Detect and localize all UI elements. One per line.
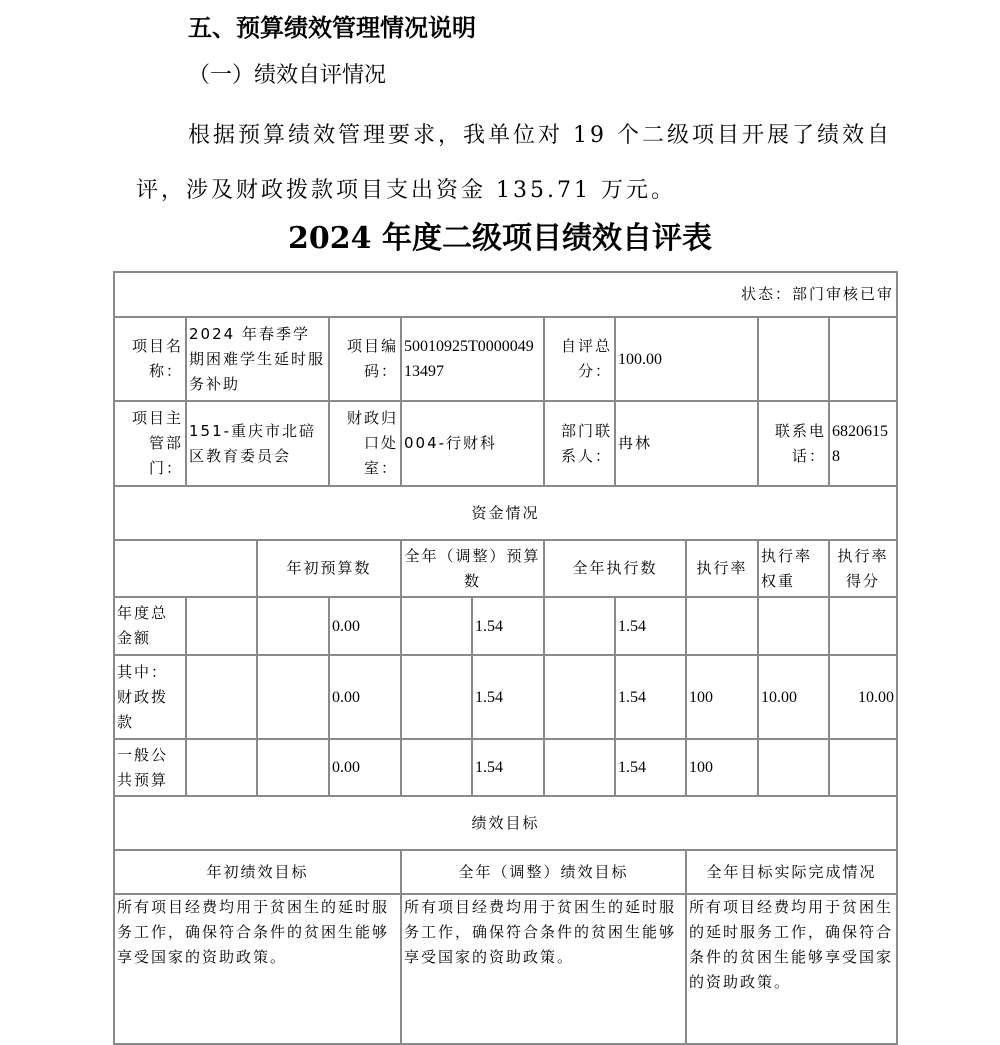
header-executed: 全年执行数 [544, 540, 686, 597]
adjusted-value: 1.54 [472, 655, 544, 739]
section-paragraph: 根据预算绩效管理要求，我单位对 19 个二级项目开展了绩效自评，涉及财政拨款项目支出资金 135.71 万元。 [136, 123, 892, 203]
row-label: 其中：财政拨款 [114, 655, 186, 739]
empty-cell [401, 597, 472, 655]
section-heading: 五、预算绩效管理情况说明 [188, 14, 476, 42]
adjusted-value: 1.54 [472, 739, 544, 796]
table-row [114, 739, 897, 796]
weight-value: 10.00 [758, 655, 829, 739]
rate-value [686, 597, 758, 655]
dept-label: 项目主管部门： [114, 401, 186, 486]
header-initial-budget: 年初预算数 [257, 540, 401, 597]
header-adjusted-budget: 全年（调整）预算数 [401, 540, 544, 597]
initial-value: 0.00 [329, 597, 401, 655]
section-subheading: （一）绩效自评情况 [188, 63, 387, 88]
header-rate: 执行率 [686, 540, 758, 597]
header-adjusted-goal: 全年（调整）绩效目标 [401, 850, 686, 894]
score-value: 100.00 [615, 317, 758, 401]
row-label: 一般公共预算 [114, 739, 186, 796]
evaluation-table [113, 271, 898, 1045]
header-weight: 执行率权重 [758, 540, 829, 597]
score-value [829, 597, 897, 655]
header-initial-goal: 年初绩效目标 [114, 850, 401, 894]
contact-value: 冉林 [615, 401, 758, 486]
initial-value: 0.00 [329, 655, 401, 739]
actual-goal-text: 所有项目经费均用于贫困生的延时服务工作，确保符合条件的贫困生能够享受国家的资助政策。 [686, 894, 897, 1044]
empty-cell [758, 317, 829, 401]
table-row [114, 655, 897, 739]
status-cell [114, 272, 897, 317]
project-code-label: 项目编码： [329, 317, 401, 401]
executed-value: 1.54 [615, 655, 686, 739]
empty-cell [114, 540, 257, 597]
empty-cell [829, 317, 897, 401]
adjusted-value: 1.54 [472, 597, 544, 655]
weight-value [758, 597, 829, 655]
executed-value: 1.54 [615, 739, 686, 796]
initial-value: 0.00 [329, 739, 401, 796]
phone-label: 联系电话： [758, 401, 829, 486]
phone-value: 68206158 [829, 401, 897, 486]
goals-section-label: 绩效目标 [114, 796, 897, 850]
dept-value: 151-重庆市北碚区教育委员会 [186, 401, 329, 486]
executed-value: 1.54 [615, 597, 686, 655]
finance-office-value: 004-行财科 [401, 401, 544, 486]
rate-value: 100 [686, 739, 758, 796]
adjusted-goal-text: 所有项目经费均用于贫困生的延时服务工作，确保符合条件的贫困生能够享受国家的资助政策。 [401, 894, 686, 1044]
empty-cell [257, 597, 329, 655]
empty-cell [401, 739, 472, 796]
weight-value [758, 739, 829, 796]
empty-cell [186, 739, 257, 796]
row-label: 年度总金额 [114, 597, 186, 655]
project-name-value: 2024 年春季学期困难学生延时服务补助 [186, 317, 329, 401]
empty-cell [544, 739, 615, 796]
header-score: 执行率得分 [829, 540, 897, 597]
empty-cell [544, 655, 615, 739]
empty-cell [257, 655, 329, 739]
score-value [829, 739, 897, 796]
table-title: 2024 年度二级项目绩效自评表 [288, 221, 712, 256]
score-label: 自评总分： [544, 317, 615, 401]
empty-cell [186, 597, 257, 655]
initial-goal-text: 所有项目经费均用于贫困生的延时服务工作，确保符合条件的贫困生能够享受国家的资助政策。 [114, 894, 401, 1044]
empty-cell [401, 655, 472, 739]
empty-cell [257, 739, 329, 796]
contact-label: 部门联系人： [544, 401, 615, 486]
funding-section-label: 资金情况 [114, 486, 897, 540]
score-value: 10.00 [829, 655, 897, 739]
table-row [114, 597, 897, 655]
empty-cell [186, 655, 257, 739]
finance-office-label: 财政归口处室： [329, 401, 401, 486]
project-name-label: 项目名称： [114, 317, 186, 401]
rate-value: 100 [686, 655, 758, 739]
empty-cell [544, 597, 615, 655]
header-actual-goal: 全年目标实际完成情况 [686, 850, 897, 894]
project-code-value: 50010925T000004913497 [401, 317, 544, 401]
status-text: 状态：部门审核已审 [741, 285, 895, 303]
